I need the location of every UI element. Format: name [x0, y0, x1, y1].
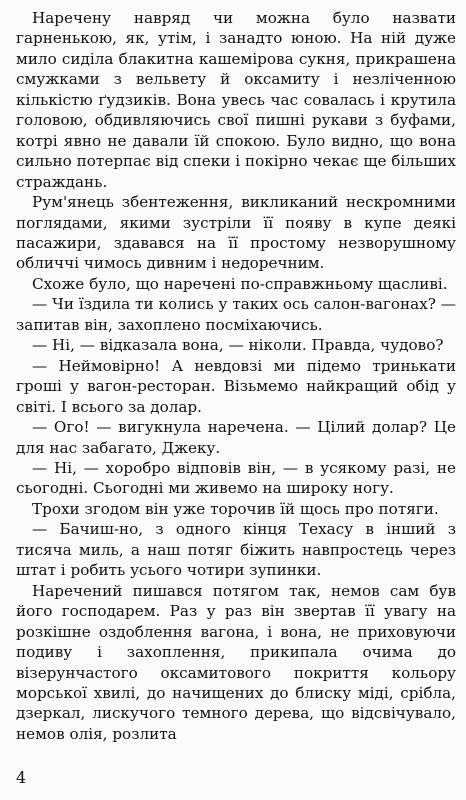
body-text	[16, 8, 456, 744]
page-number: 4	[16, 768, 27, 787]
paragraph-10: — Бачиш-но, з одного кінця Техасу в інший з тисяча миль, а наш потяг біжить навпростець через штат і робить усього чотири зупинки.	[16, 520, 456, 580]
paragraph-1: Наречену навряд чи можна було назвати гарненькою, як, утім, і занадто юною. На ній дуже мило сиділа блакитна кашемірова сукня, прикрашена смужками з вельвету й оксамиту і незліченною кількістю ґудзиків. Вона увесь час совалась і крутила головою, обдивляючись свої пишні рукави з буфами, котрі явно не давали їй спокою. Було видно, що вона сильно потерпає від спеки і покірно чекає ще більших страждань.	[16, 9, 456, 191]
paragraph-9: Трохи згодом він уже торочив їй щось про потяги.	[32, 499, 439, 518]
paragraph-11: Наречений пишався потягом так, немов сам був його господарем. Раз у раз він звертав її увагу на розкішне оздоблення вагона, і вона, не приховуючи подиву і захоплення, прикипала очима до візерунчастого оксамитового покриття кольору морської хвилі, до начищених до блиску міді, срібла, дзеркал, лискучого темного дерева, що відсвічувало, немов олія, розлита	[16, 581, 456, 743]
paragraph-8: — Ні, — хоробро відповів він, — в усякому разі, не сьогодні. Сьогодні ми живемо на широку ногу.	[16, 458, 456, 498]
paragraph-4: — Чи їздила ти колись у таких ось салон-вагонах? — запитав він, захоплено посміхаючись.	[16, 295, 456, 334]
paragraph-7: — Ого! — вигукнула наречена. — Цілий долар? Це для нас забагато, Джеку.	[16, 418, 456, 457]
paragraph-6: — Неймовірно! А невдовзі ми підемо тринькати гроші у вагон-ресторан. Візьмемо найкращий обід у світі. І всього за долар.	[16, 356, 456, 416]
paragraph-3: Схоже було, що наречені по-справжньому щасливі.	[32, 274, 448, 293]
paragraph-5: — Ні, — відказала вона, — ніколи. Правда, чудово?	[32, 336, 444, 355]
paragraph-2: Рум'янець збентеження, викликаний нескромними поглядами, якими зустріли її появу в купе деякі пасажири, здавався на її простому незворушному обличчі чимось дивним і недоречним.	[16, 193, 456, 273]
